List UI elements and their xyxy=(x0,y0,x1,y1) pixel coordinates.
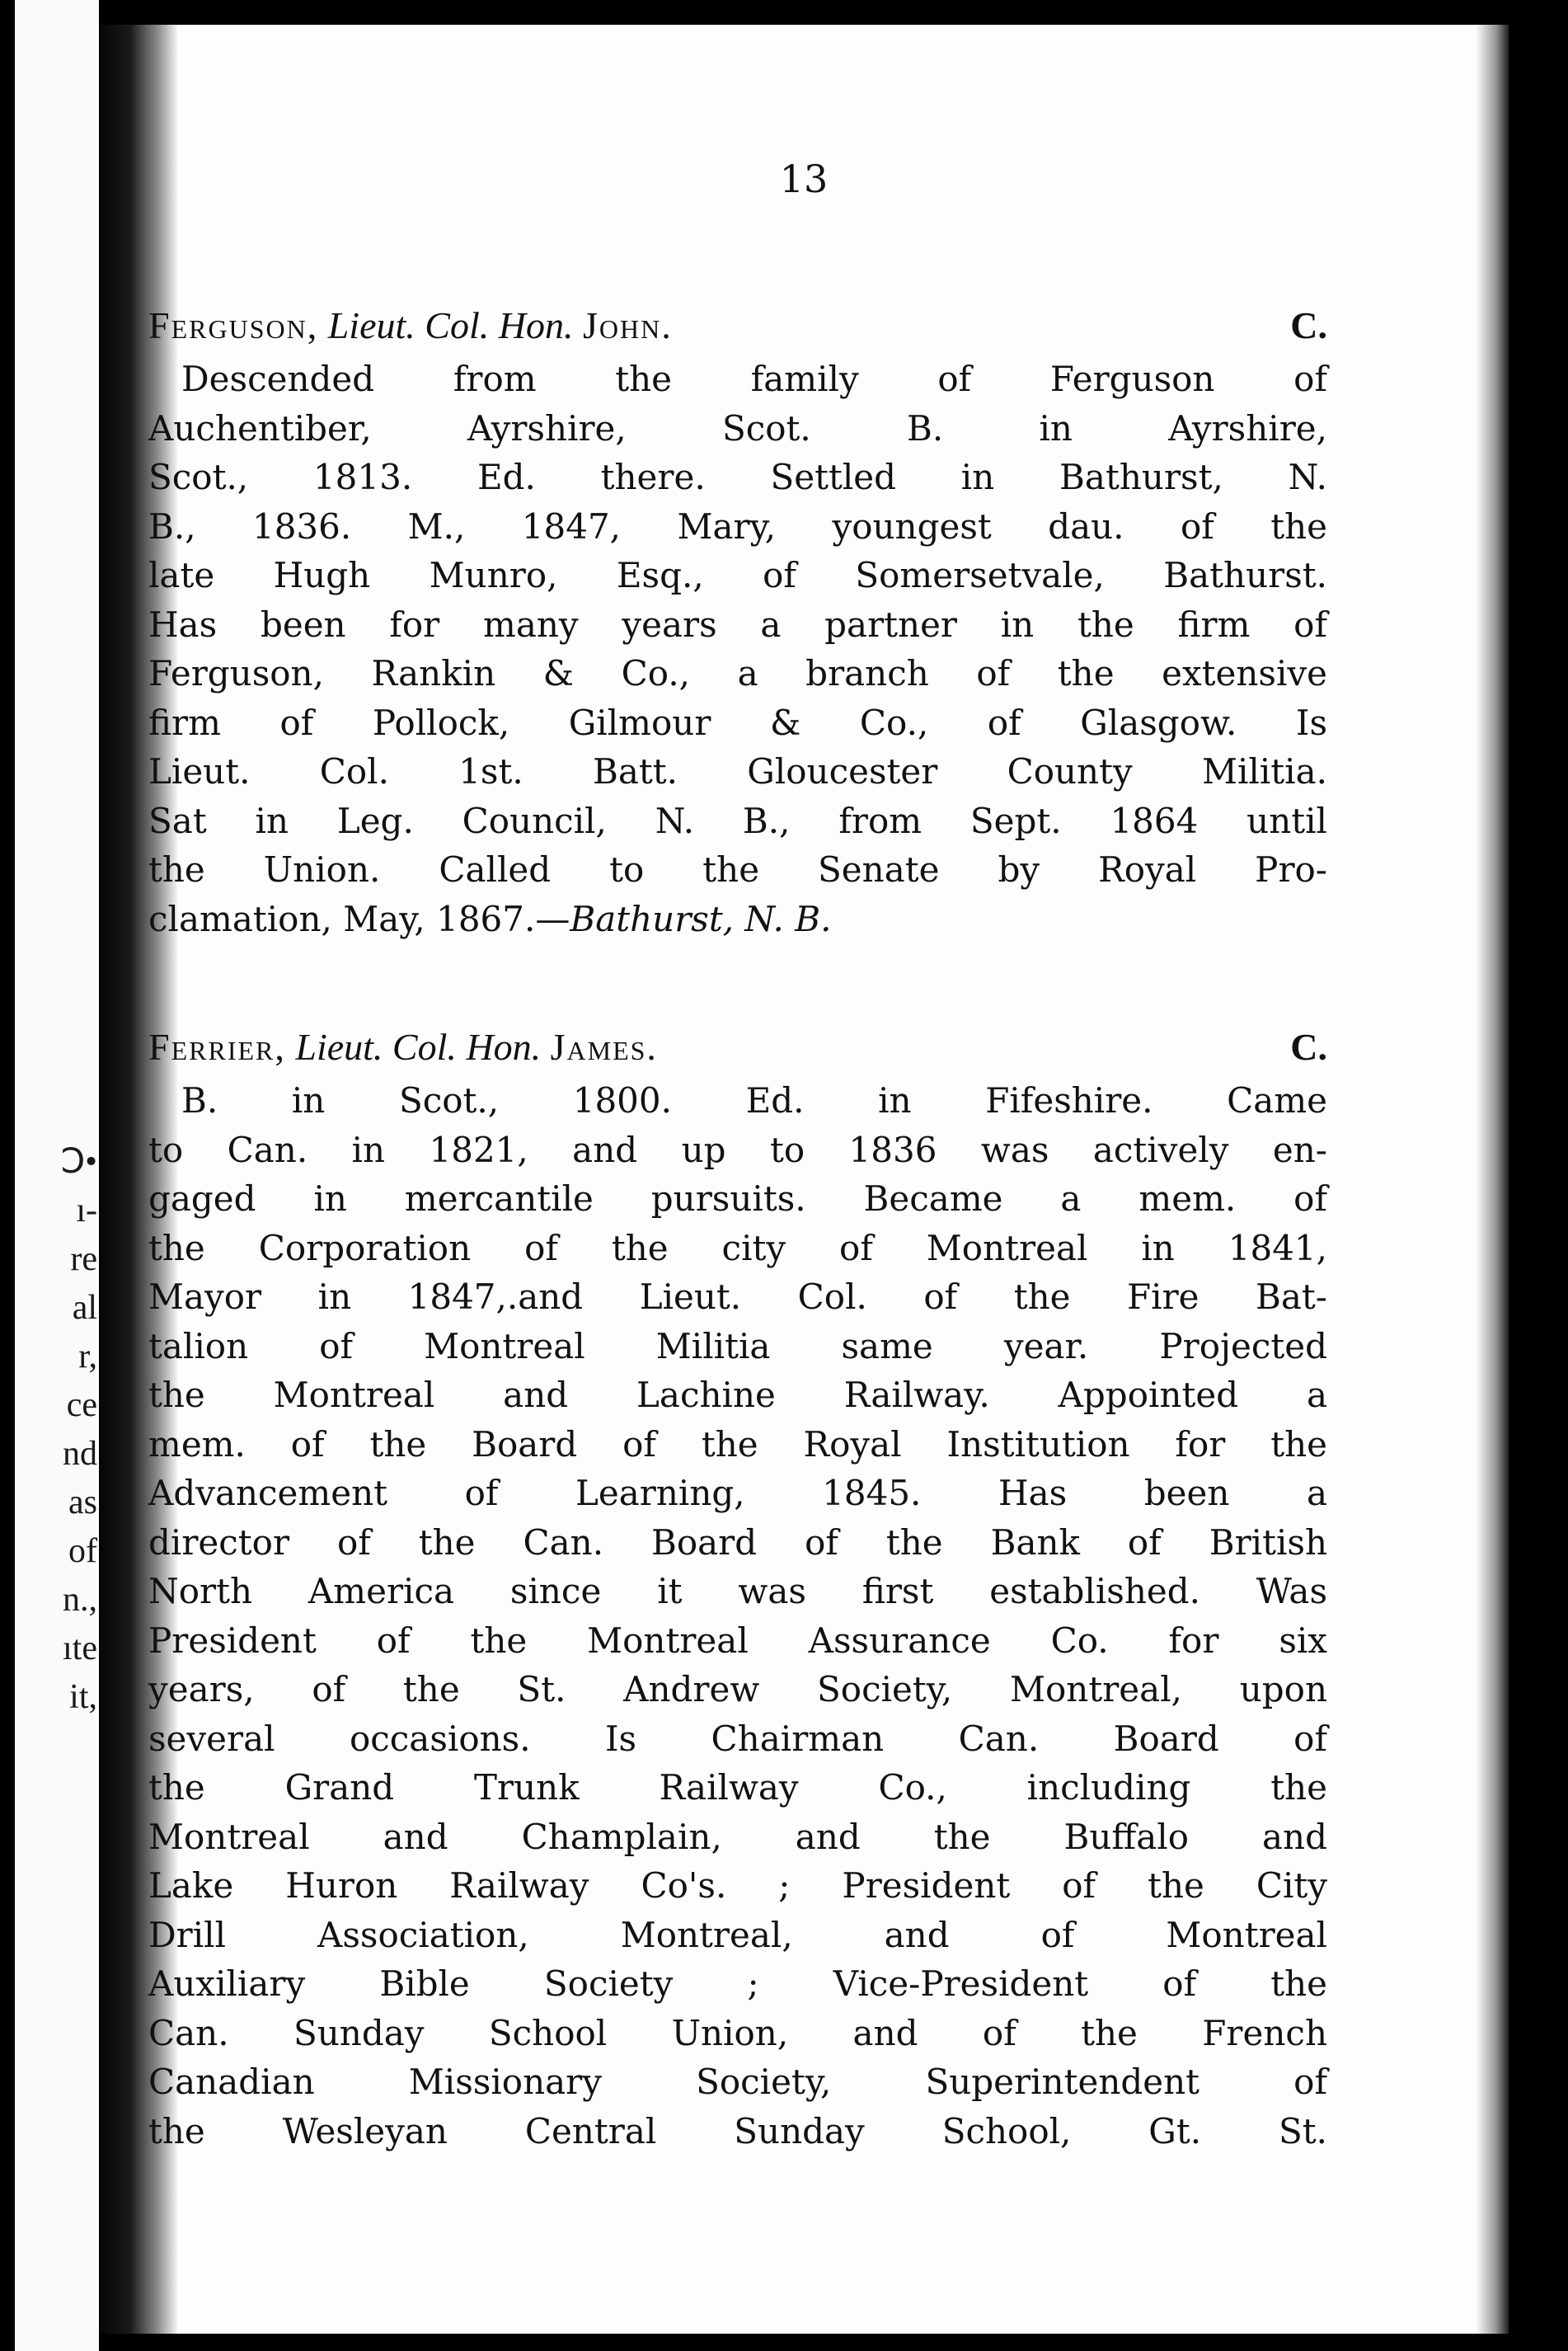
text-line: Auxiliary Bible Society ; Vice-President of the xyxy=(148,1963,1327,2004)
text-line: late Hugh Munro, Esq., of Somersetvale, Bathurst. xyxy=(148,555,1327,595)
text-line: firm of Pollock, Gilmour & Co., of Glasgow. Is xyxy=(148,702,1327,743)
entry-body xyxy=(148,355,1327,943)
entry-heading xyxy=(148,1018,1327,1076)
biography-entry-ferguson xyxy=(148,297,1327,943)
entry-surname: Ferguson, xyxy=(148,304,319,346)
text-plain: clamation, May, 1867.— xyxy=(148,898,570,939)
text-line: Mayor in 1847,.and Lieut. Col. of the Fire Bat- xyxy=(148,1277,1327,1317)
facing-page-edge xyxy=(0,0,99,2351)
text-line: B. in Scot., 1800. Ed. in Fifeshire. Came xyxy=(181,1080,1327,1121)
text-line: Drill Association, Montreal, and of Montreal xyxy=(148,1914,1327,1955)
text-line: to Can. in 1821, and up to 1836 was actively en- xyxy=(148,1129,1327,1170)
text-residence: Bathurst, N. B. xyxy=(570,898,832,939)
bleed-line: al xyxy=(72,1289,97,1327)
text-line: Montreal and Champlain, and the Buffalo and xyxy=(148,1816,1327,1857)
text-line: gaged in mercantile pursuits. Became a mem. of xyxy=(148,1178,1327,1219)
text-line: Lake Huron Railway Co's. ; President of the City xyxy=(148,1865,1327,1906)
text-line: North America since it was first established. Was xyxy=(148,1571,1327,1611)
text-line: the Wesleyan Central Sunday School, Gt. St. xyxy=(148,2110,1327,2151)
text-line: Canadian Missionary Society, Superintendent of xyxy=(148,2062,1327,2102)
bleed-line: r, xyxy=(78,1338,97,1375)
entry-title: Lieut. Col. Hon. xyxy=(295,1026,542,1068)
bleed-line: n., xyxy=(63,1581,97,1619)
text-line-last xyxy=(148,895,1327,944)
bleed-line: as xyxy=(68,1483,97,1521)
facing-page-bleed-text xyxy=(7,1138,97,1722)
text-line: President of the Montreal Assurance Co. for six xyxy=(148,1620,1327,1661)
text-line: Lieut. Col. 1st. Batt. Gloucester County Militia. xyxy=(148,751,1327,792)
text-line: the Montreal and Lachine Railway. Appointed a xyxy=(148,1375,1327,1415)
bleed-line: of xyxy=(68,1532,97,1570)
entry-heading xyxy=(148,297,1327,355)
text-line: Auchentiber, Ayrshire, Scot. B. in Ayrshire, xyxy=(148,407,1327,449)
bleed-line: ce xyxy=(66,1386,97,1424)
entry-title: Lieut. Col. Hon. xyxy=(327,304,574,346)
entry-chamber: C. xyxy=(1290,1026,1327,1068)
bleed-line: it, xyxy=(69,1678,97,1716)
bleed-line: ı- xyxy=(76,1192,97,1230)
entry-surname: Ferrier, xyxy=(148,1026,286,1068)
text-line: director of the Can. Board of the Bank of British xyxy=(148,1521,1327,1563)
entry-chamber: C. xyxy=(1290,304,1327,346)
bleed-line: re xyxy=(70,1240,97,1278)
text-line: Sat in Leg. Council, N. B., from Sept. 1864 until xyxy=(148,800,1327,841)
text-line: Advancement of Learning, 1845. Has been a xyxy=(148,1473,1327,1513)
text-line: Has been for many years a partner in the firm of xyxy=(148,604,1327,645)
bleed-line: ıte xyxy=(63,1629,97,1667)
book-page xyxy=(99,25,1509,2334)
page-right-edge xyxy=(1476,25,1509,2334)
text-line: years, of the St. Andrew Society, Montreal, upon xyxy=(148,1669,1327,1709)
page-number: 13 xyxy=(779,157,829,201)
text-line: Can. Sunday School Union, and of the French xyxy=(148,2012,1327,2053)
text-line: the Corporation of the city of Montreal in 1841, xyxy=(148,1227,1327,1268)
text-line: the Union. Called to the Senate by Royal Pro- xyxy=(148,849,1327,890)
bleed-line: Ↄ• xyxy=(60,1143,97,1181)
text-line: Ferguson, Rankin & Co., a branch of the extensive xyxy=(148,653,1327,694)
text-line: B., 1836. M., 1847, Mary, youngest dau. of the xyxy=(148,505,1327,547)
text-line: several occasions. Is Chairman Can. Board of xyxy=(148,1718,1327,1759)
entry-body xyxy=(148,1076,1327,2156)
text-line: Descended from the family of Ferguson of xyxy=(181,359,1327,399)
bleed-line: nd xyxy=(63,1435,97,1473)
text-line: Scot., 1813. Ed. there. Settled in Bathurst, N. xyxy=(148,457,1327,497)
text-line: the Grand Trunk Railway Co., including the xyxy=(148,1767,1327,1808)
text-line: talion of Montreal Militia same year. Projected xyxy=(148,1325,1327,1366)
entry-given-name: James. xyxy=(550,1026,658,1068)
entry-given-name: John. xyxy=(582,304,673,346)
biography-entry-ferrier xyxy=(148,1018,1327,2156)
text-line: mem. of the Board of the Royal Institution for the xyxy=(148,1423,1327,1465)
